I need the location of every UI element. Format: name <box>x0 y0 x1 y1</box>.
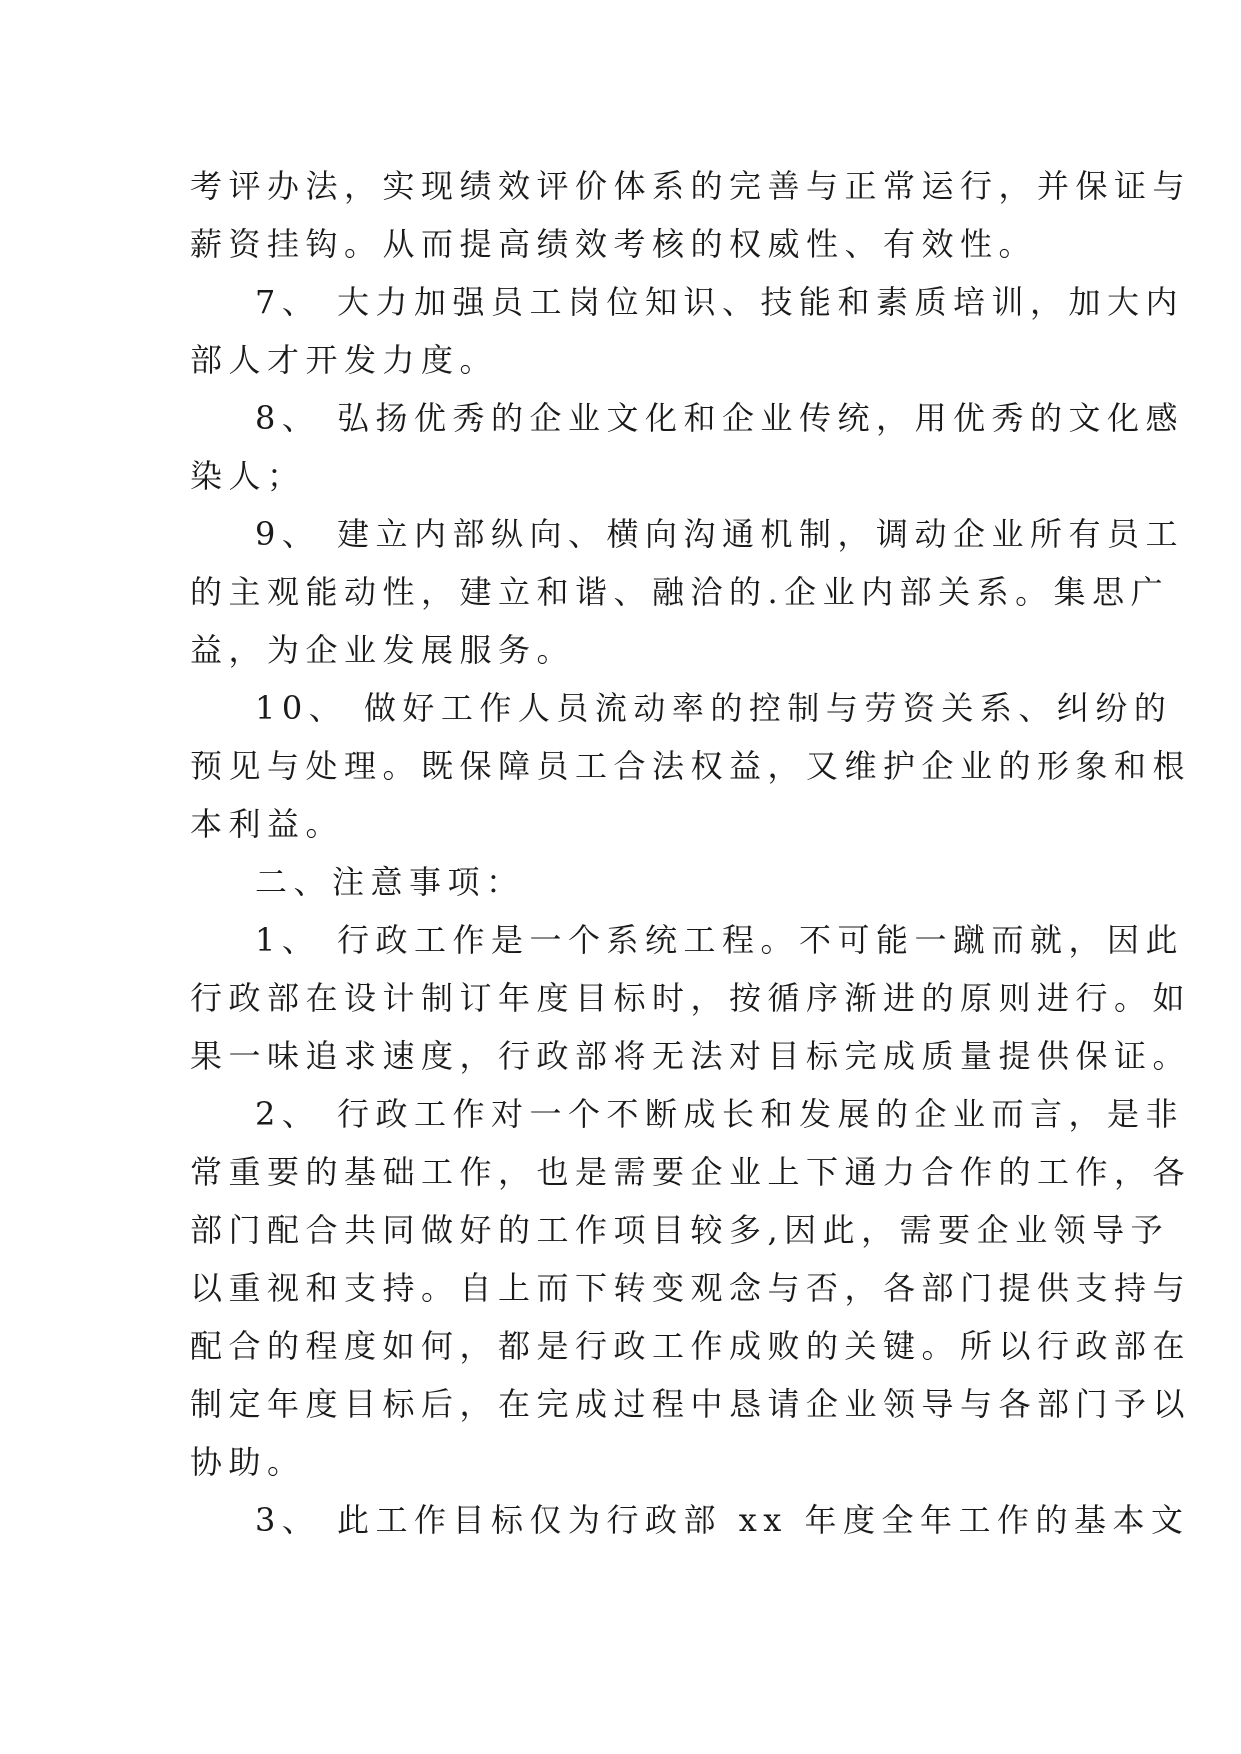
text-line: 染人； <box>190 457 306 495</box>
text-line: 预见与处理。既保障员工合法权益，又维护企业的形象和根 <box>190 747 1192 785</box>
text-line: 以重视和支持。自上而下转变观念与否，各部门提供支持与 <box>190 1269 1192 1307</box>
list-item-9: 9、 建立内部纵向、横向沟通机制，调动企业所有员工 <box>255 515 1185 553</box>
list-item-3: 3、 此工作目标仅为行政部 xx 年度全年工作的基本文 <box>255 1501 1190 1539</box>
list-item-10: 10、 做好工作人员流动率的控制与劳资关系、纠纷的 <box>255 689 1173 727</box>
list-item-1: 1、 行政工作是一个系统工程。不可能一蹴而就，因此 <box>255 921 1185 959</box>
text-line: 部门配合共同做好的工作项目较多,因此，需要企业领导予 <box>190 1211 1170 1249</box>
list-item-2: 2、 行政工作对一个不断成长和发展的企业而言，是非 <box>255 1095 1185 1133</box>
list-item-8: 8、 弘扬优秀的企业文化和企业传统，用优秀的文化感 <box>255 399 1185 437</box>
text-line: 配合的程度如何，都是行政工作成败的关键。所以行政部在 <box>190 1327 1192 1365</box>
text-line: 部人才开发力度。 <box>190 341 499 379</box>
text-line: 本利益。 <box>190 805 345 843</box>
section-heading: 二、注意事项： <box>255 863 525 901</box>
text-line: 益，为企业发展服务。 <box>190 631 576 669</box>
text-line: 常重要的基础工作，也是需要企业上下通力合作的工作，各 <box>190 1153 1192 1191</box>
text-line: 薪资挂钩。从而提高绩效考核的权威性、有效性。 <box>190 225 1038 263</box>
text-line: 协助。 <box>190 1443 306 1481</box>
text-line: 考评办法，实现绩效评价体系的完善与正常运行，并保证与 <box>190 167 1192 205</box>
text-line: 果一味追求速度，行政部将无法对目标完成质量提供保证。 <box>190 1037 1192 1075</box>
text-line: 的主观能动性，建立和谐、融洽的.企业内部关系。集思广 <box>190 573 1170 611</box>
text-line: 行政部在设计制订年度目标时，按循序渐进的原则进行。如 <box>190 979 1192 1017</box>
text-line: 制定年度目标后，在完成过程中恳请企业领导与各部门予以 <box>190 1385 1192 1423</box>
list-item-7: 7、 大力加强员工岗位知识、技能和素质培训，加大内 <box>255 283 1185 321</box>
